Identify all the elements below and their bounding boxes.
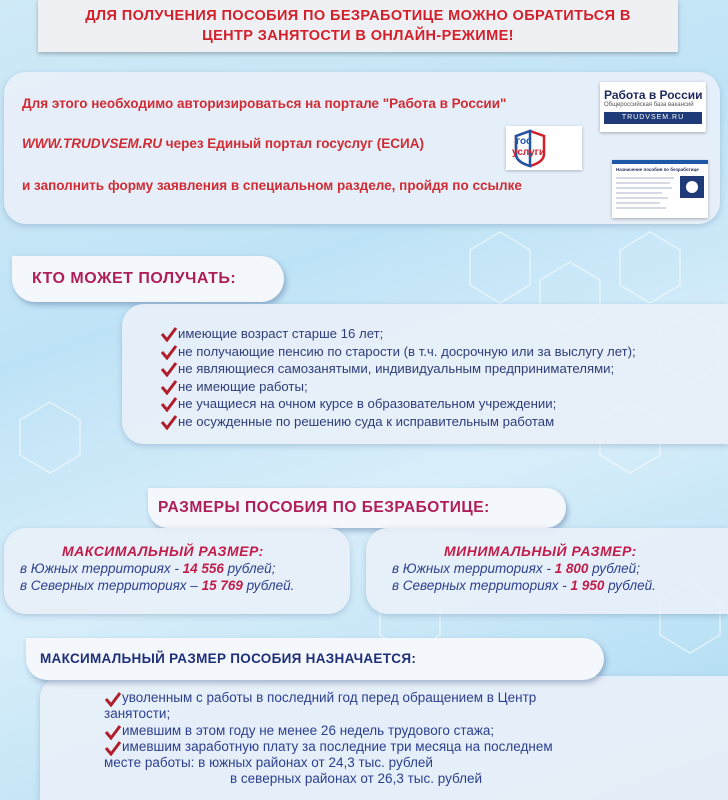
min-north-unit: рублей.: [604, 578, 656, 593]
min-size-title: МИНИМАЛЬНЫЙ РАЗМЕР:: [444, 543, 637, 559]
rabota-logo-subtitle: Общероссийская база вакансий: [604, 102, 694, 108]
check-icon: [160, 379, 178, 395]
list-item: [160, 343, 726, 361]
who-list: [160, 325, 726, 430]
portal-line-2: [22, 136, 424, 151]
min-north-value: 1 950: [570, 578, 605, 593]
min-north-label: в Северных территориях -: [392, 578, 571, 593]
check-icon: [104, 691, 122, 707]
gos-logo-line-1: гос: [516, 136, 532, 147]
assigned-item-3c: в северных районах от 26,3 тыс. рублей: [230, 771, 483, 787]
check-icon: [160, 361, 178, 377]
form-thumb-lines: [612, 160, 708, 218]
max-size-north: [20, 578, 294, 593]
assigned-item-1a: уволенным с работы в последний год перед обращением в Центр: [122, 690, 537, 705]
check-icon: [104, 724, 122, 740]
sizes-title: РАЗМЕРЫ ПОСОБИЯ ПО БЕЗРАБОТИЦЕ:: [158, 499, 490, 516]
assigned-item-2: имевшим в этом году не менее 26 недель трудового стажа;: [122, 722, 495, 738]
list-item: [160, 325, 726, 343]
assigned-title-pill: [26, 638, 604, 680]
assigned-title: МАКСИМАЛЬНЫЙ РАЗМЕР ПОСОБИЯ НАЗНАЧАЕТСЯ:: [40, 651, 417, 666]
gos-logo-line-2: услуги: [512, 147, 545, 158]
min-size-south: [392, 561, 640, 576]
max-north-unit: рублей.: [242, 578, 295, 593]
list-item: [160, 395, 726, 413]
who-item-text: не являющиеся самозанятыми, индивидуальным предпринимателями;: [178, 361, 615, 376]
application-form-thumbnail[interactable]: [612, 160, 708, 218]
portal-site-link[interactable]: WWW.TRUDVSEM.RU: [22, 136, 162, 151]
banner-line-2: ЦЕНТР ЗАНЯТОСТИ В ОНЛАЙН-РЕЖИМЕ!: [202, 28, 514, 44]
max-size-south: [20, 561, 275, 576]
assigned-item-3b: месте работы: в южных районах от 24,3 тыс. рублей: [104, 755, 433, 771]
list-item: [160, 378, 726, 396]
who-item-text: не учащиеся на очном курсе в образовательном учреждении;: [178, 396, 557, 411]
portal-line-1: Для этого необходимо авторизироваться на портале "Работа в России": [22, 96, 507, 111]
max-south-label: в Южных территориях -: [20, 561, 183, 576]
who-item-text: имеющие возраст старше 16 лет;: [178, 326, 384, 341]
max-south-value: 14 556: [182, 561, 224, 576]
check-icon: [160, 414, 178, 430]
check-icon: [160, 344, 178, 360]
who-item-text: не имеющие работы;: [178, 378, 308, 394]
max-size-title: МАКСИМАЛЬНЫЙ РАЗМЕР:: [62, 543, 264, 559]
min-south-label: в Южных территориях -: [392, 561, 555, 576]
rabota-v-rossii-logo[interactable]: [600, 82, 706, 132]
who-item-text: не получающие пенсию по старости (в т.ч. досрочную или за выслугу лет);: [178, 343, 636, 359]
list-item: [160, 360, 726, 378]
max-north-label: в Северных территориях –: [20, 578, 202, 593]
who-title: КТО МОЖЕТ ПОЛУЧАТЬ:: [32, 270, 237, 287]
max-south-unit: рублей;: [223, 561, 276, 576]
check-icon: [160, 326, 178, 342]
check-icon: [160, 396, 178, 412]
portal-line-3: и заполнить форму заявления в специальном разделе, пройдя по ссылке: [22, 178, 522, 193]
list-item: [104, 739, 724, 755]
min-south-value: 1 800: [554, 561, 589, 576]
min-south-unit: рублей;: [588, 561, 640, 576]
sizes-title-pill: [148, 488, 566, 528]
min-size-north: [392, 578, 656, 593]
who-title-pill: [12, 256, 284, 302]
max-north-value: 15 769: [201, 578, 243, 593]
rabota-logo-title: Работа в России: [604, 88, 703, 102]
top-banner: [38, 0, 678, 52]
form-thumb-title: Назначение пособия по безработице: [616, 167, 699, 172]
list-item: [104, 690, 724, 706]
check-icon: [104, 740, 122, 756]
banner-line-1: ДЛЯ ПОЛУЧЕНИЯ ПОСОБИЯ ПО БЕЗРАБОТИЦЕ МОЖНО ОБРАТИТЬСЯ В: [85, 8, 631, 24]
list-item: [104, 723, 724, 739]
who-item-text: не осужденные по решению суда к исправительным работам: [178, 413, 555, 429]
list-item: [160, 413, 726, 431]
assigned-item-3a: имевшим заработную плату за последние три месяца на последнем: [122, 738, 553, 754]
portal-line-2-rest: через Единый портал госуслуг (ЕСИА): [161, 136, 424, 151]
gosuslugi-logo[interactable]: [506, 126, 582, 170]
assigned-item-1b: занятости;: [104, 706, 171, 722]
assigned-list: [104, 690, 724, 788]
rabota-logo-site: TRUDVSEM.RU: [604, 112, 702, 124]
